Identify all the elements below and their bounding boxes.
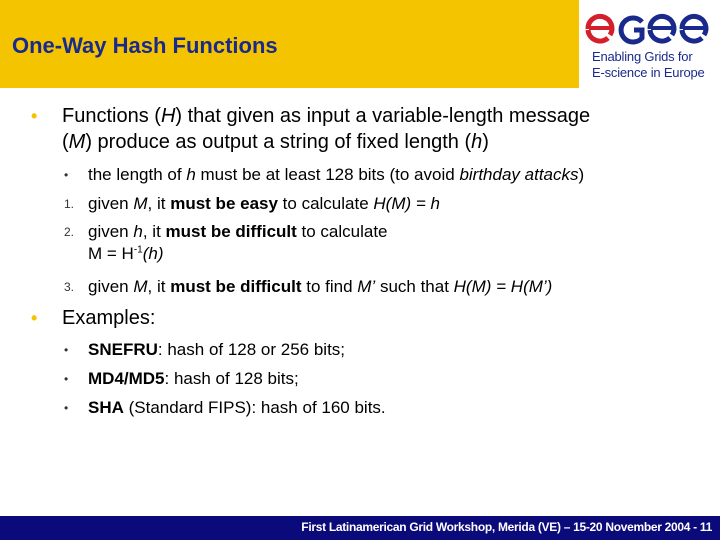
examples-heading: Examples: [62,307,156,329]
logo-tagline-1: Enabling Grids for [592,49,693,64]
bullet-marker: • [31,106,38,126]
sub-marker: 3. [64,280,75,294]
sub-marker: 2. [64,225,75,239]
sub-item-easy: given M, it must be easy to calculate H(M) = h [88,194,440,213]
point1-line1: Functions (H) that given as input a variable-length message [62,105,591,127]
sub-marker: 1. [64,197,75,211]
sub-marker: • [64,343,69,357]
slide-title: One-Way Hash Functions [12,33,278,58]
point1-line2: (M) produce as output a string of fixed length (h) [62,131,489,153]
bullet-marker: • [31,308,38,328]
sub-item-difficult-inverse: given h, it must be difficult to calculate [88,222,388,241]
logo-tagline-2: E-science in Europe [592,65,705,80]
sub-marker: • [64,401,69,415]
sub-item-length: the length of h must be at least 128 bits (to avoid birthday attacks) [88,165,585,184]
example-snefru: SNEFRU: hash of 128 or 256 bits; [88,340,346,359]
example-sha: SHA (Standard FIPS): hash of 160 bits. [88,398,386,417]
sub-item-difficult-collision: given M, it must be difficult to find M’ such that H(M) = H(M’) [88,277,553,296]
sub-marker: • [64,168,69,182]
sub-item-difficult-inverse-cont: $M = H^{-1}(h)$ [88,244,164,263]
footer-text: First Latinamerican Grid Workshop, Merida (VE) – 15-20 November 2004 - 11 [301,520,712,534]
example-md4-md5: MD4/MD5: hash of 128 bits; [88,369,299,388]
footer-band [0,516,720,540]
sub-marker: • [64,372,69,386]
